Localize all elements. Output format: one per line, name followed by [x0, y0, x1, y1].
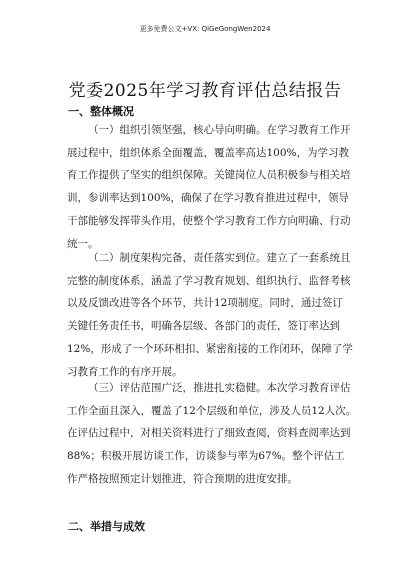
paragraph-organization: [67, 119, 351, 255]
paragraph-line: 完整的制度体系，涵盖了学习教育规划、组织执行、监督考核: [67, 274, 351, 287]
paragraph-system: [67, 247, 353, 383]
document-title: 党委2025年学习教育评估总结报告: [68, 81, 342, 101]
paragraph-line: （二）制度架构完备，责任落实到位。建立了一套系统且: [88, 252, 351, 264]
paragraph-line: （三）评估范围广泛，推进扎实稳健。本次学习教育评估: [88, 382, 351, 394]
paragraph-line: 干部能够发挥带头作用，使整个学习教育工作方向明确、行动: [67, 214, 351, 227]
paragraph-line: 训，参训率达到100%，确保了在学习教育推进过程中，领导: [67, 192, 350, 205]
paragraph-line: 展过程中，组织体系全面覆盖，覆盖率高达100%，为学习教: [67, 146, 350, 159]
section-heading-overview: 一、整体概况: [68, 105, 134, 118]
paragraph-line: 在评估过程中，对相关资料进行了细致查阅，资料查阅率达到: [67, 427, 351, 440]
paragraph-evaluation: [67, 377, 357, 491]
paragraph-line: 作严格按照预定计划推进，符合预期的进度安排。: [67, 472, 298, 485]
paragraph-line: 工作全面且深入，覆盖了12个层级和单位，涉及人员12人次。: [67, 404, 357, 417]
paragraph-line: 88%；积极开展访谈工作，访谈参与率为67%。整个评估工: [67, 450, 345, 463]
paragraph-line: 12%，形成了一个环环相扣、紧密衔接的工作闭环，保障了学: [67, 342, 353, 355]
paragraph-line: 统一。: [67, 237, 99, 250]
paragraph-line: 育工作提供了坚实的组织保障。关键岗位人员积极参与相关培: [67, 169, 351, 182]
paragraph-line: （一）组织引领坚强，核心导向明确。在学习教育工作开: [88, 124, 351, 136]
paragraph-line: 关键任务责任书，明确各层级、各部门的责任，签订率达到: [67, 320, 340, 333]
paragraph-line: 以及反馈改进等各个环节，共计12项制度。同时，通过签订: [67, 297, 343, 310]
paragraph-line: 习教育工作的有序开展。: [67, 365, 183, 378]
section-heading-measures: 二、举措与成效: [68, 520, 145, 533]
header-note: 更多免费公文+VX: QiGeGongWen2024: [139, 25, 271, 33]
